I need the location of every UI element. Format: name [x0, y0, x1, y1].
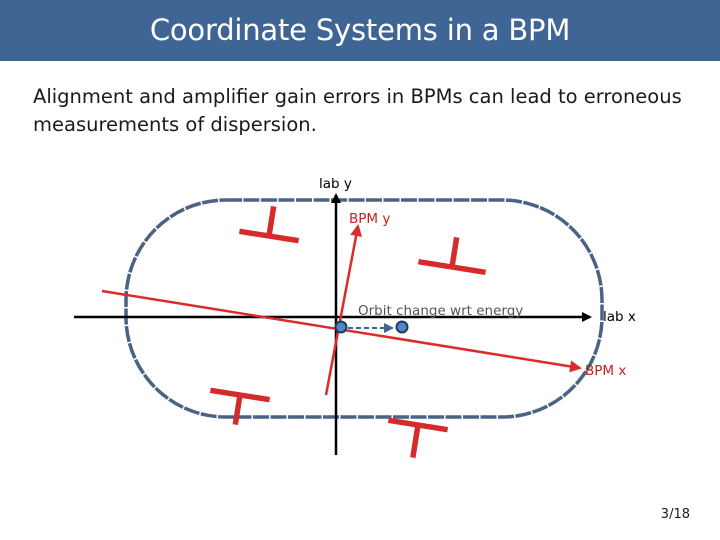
orbit-point-shifted — [397, 322, 408, 333]
slide-title: Coordinate Systems in a BPM — [149, 13, 571, 47]
orbit-point-initial — [336, 322, 347, 333]
magnet-top-right — [418, 232, 490, 272]
bpm-y-label: BPM y — [349, 211, 391, 227]
page-number: 3/18 — [660, 507, 690, 522]
orbit-change-label: Orbit change wrt energy — [358, 303, 524, 319]
lab-x-label: lab x — [603, 309, 636, 325]
lab-y-label: lab y — [319, 176, 352, 192]
bpm-x-label: BPM x — [585, 363, 627, 379]
bpm-y-axis — [326, 226, 358, 395]
slide-subtitle: Alignment and amplifier gain errors in BPMs can lead to erroneous measurements of dispersion. — [33, 85, 682, 136]
magnet-bottom-right — [383, 420, 447, 462]
magnet-bottom-left — [206, 390, 270, 429]
magnet-top-left — [239, 202, 303, 241]
